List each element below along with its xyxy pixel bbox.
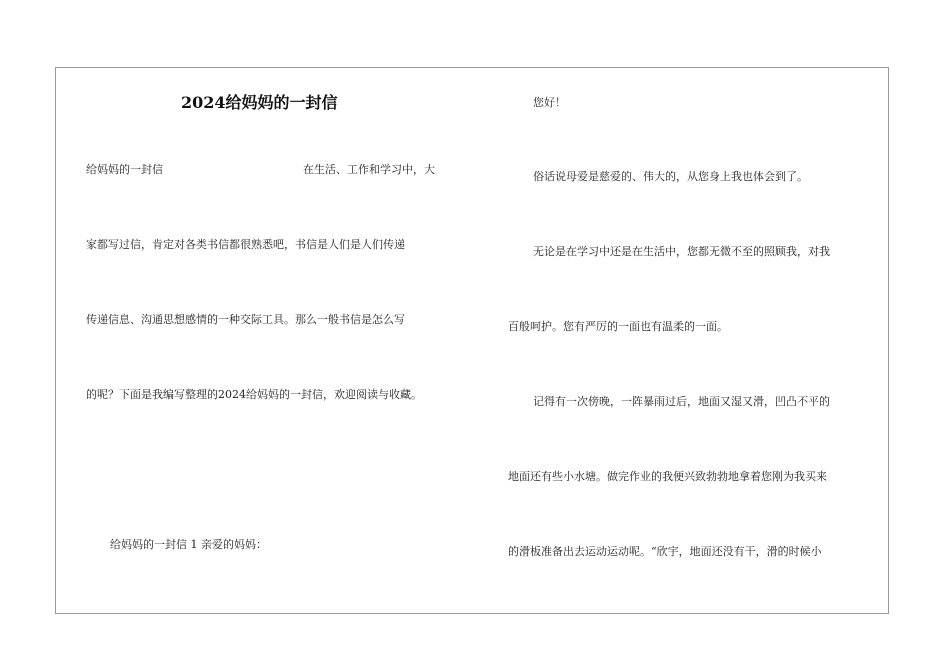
document-title: 2024给妈妈的一封信 <box>181 93 338 112</box>
left-line-3: 传递信息、沟通思想感情的一种交际工具。那么一般书信是怎么写 <box>86 313 405 326</box>
right-line-2: 无论是在学习中还是在生活中，您都无微不至的照顾我，对我 <box>533 245 830 258</box>
left-line-5: 给妈妈的一封信 1 亲爱的妈妈： <box>110 538 267 551</box>
right-line-6: 的滑板准备出去运动运动呢。“欣宇，地面还没有干，滑的时候小 <box>508 545 822 558</box>
right-line-3: 百般呵护。您有严厉的一面也有温柔的一面。 <box>508 320 728 333</box>
right-line-1: 俗话说母爱是慈爱的、伟大的，从您身上我也体会到了。 <box>533 170 808 183</box>
left-line-4: 的呢？下面是我编写整理的2024给妈妈的一封信，欢迎阅读与收藏。 <box>86 388 422 401</box>
left-line-1-left: 给妈妈的一封信 <box>86 163 163 176</box>
left-line-1-right: 在生活、工作和学习中，大 <box>303 163 435 176</box>
right-greeting: 您好！ <box>533 96 566 109</box>
right-line-5: 地面还有些小水塘。做完作业的我便兴致勃勃地拿着您刚为我买来 <box>508 470 827 483</box>
left-line-2: 家都写过信，肯定对各类书信都很熟悉吧，书信是人们是人们传递 <box>86 238 405 251</box>
page-frame <box>55 67 889 614</box>
right-line-4: 记得有一次傍晚，一阵暴雨过后，地面又湿又滑，凹凸不平的 <box>533 395 830 408</box>
